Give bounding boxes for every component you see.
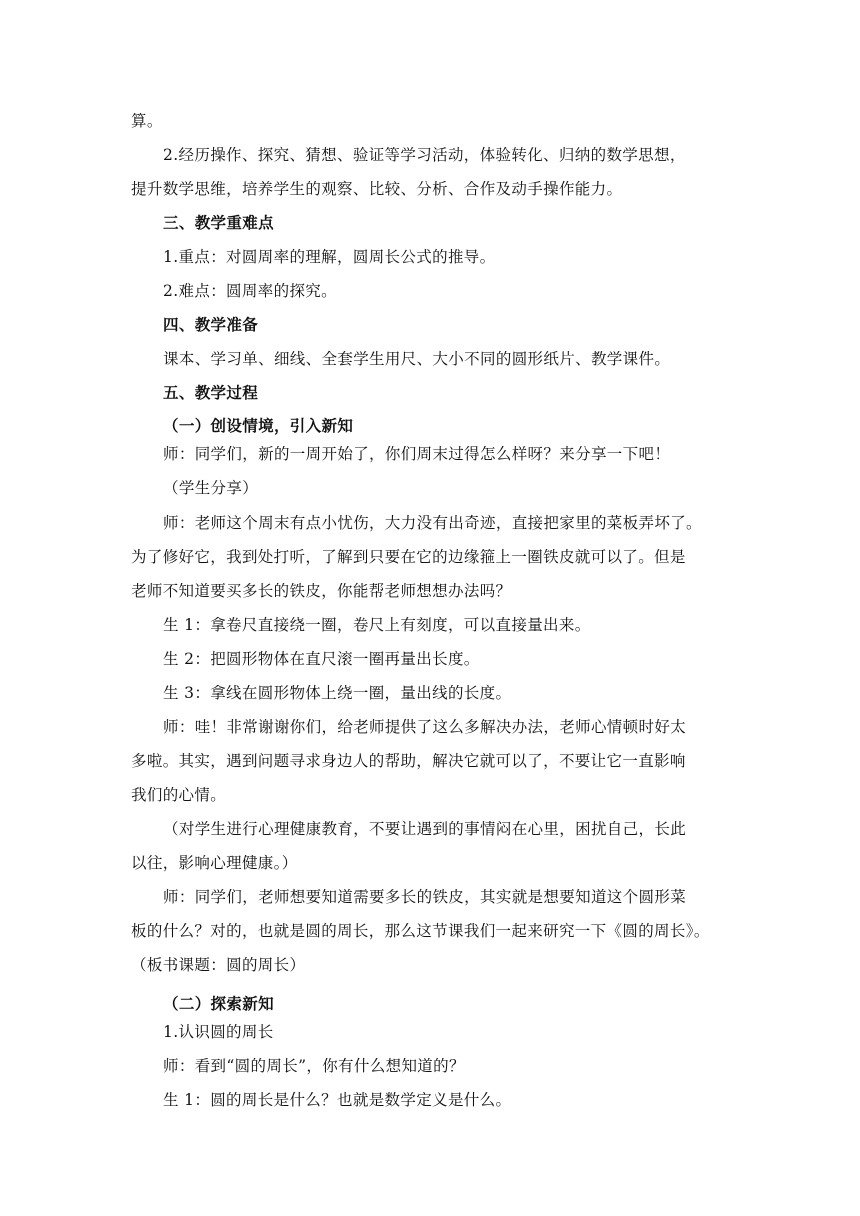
text-line: 生 1：拿卷尺直接绕一圈，卷尺上有刻度，可以直接量出来。	[163, 616, 591, 634]
subsection-heading: （一）创设情境，引入新知	[163, 416, 354, 435]
text-line: 生 3：拿线在圆形物体上绕一圈，量出线的长度。	[163, 684, 512, 702]
text-line: （学生分享）	[163, 479, 259, 497]
text-line: （对学生进行心理健康教育，不要让遇到的事情闷在心里，困扰自己，长此	[163, 820, 687, 838]
text-line: 多啦。其实，遇到问题寻求身边人的帮助，解决它就可以了，不要让它一直影响	[131, 752, 686, 770]
text-line: 师：看到“圆的周长”，你有什么想知道的？	[163, 1057, 465, 1075]
text-line: 师：同学们，老师想要知道需要多长的铁皮，其实就是想要知道这个圆形菜	[163, 888, 687, 906]
text-line: 1.重点：对圆周率的理解，圆周长公式的推导。	[163, 248, 496, 266]
text-line: 老师不知道要买多长的铁皮，你能帮老师想想办法吗？	[131, 582, 512, 600]
text-line: 以往，影响心理健康。）	[131, 854, 298, 872]
text-line: 为了修好它，我到处打听，了解到只要在它的边缘箍上一圈铁皮就可以了。但是	[131, 548, 686, 566]
text-line: 2.经历操作、探究、猜想、验证等学习活动，体验转化、归纳的数学思想，	[163, 146, 686, 164]
text-line: （板书课题：圆的周长）	[131, 956, 306, 974]
text-line: 板的什么？对的，也就是圆的周长，那么这节课我们一起来研究一下《圆的周长》。	[131, 922, 710, 940]
text-line: 生 2：把圆形物体在直尺滚一圈再量出长度。	[163, 650, 480, 668]
section-heading: 五、教学过程	[163, 383, 259, 402]
subsection-heading: （二）探索新知	[163, 994, 274, 1013]
text-line: 师：哇！非常谢谢你们，给老师提供了这么多解决办法，老师心情顿时好太	[163, 718, 687, 736]
text-line: 提升数学思维，培养学生的观察、比较、分析、合作及动手操作能力。	[131, 180, 623, 198]
text-line: 2.难点：圆周率的探究。	[163, 282, 337, 300]
text-line: 算。	[131, 112, 163, 130]
text-line: 课本、学习单、细线、全套学生用尺、大小不同的圆形纸片、教学课件。	[163, 350, 671, 368]
text-line: 师：同学们，新的一周开始了，你们周末过得怎么样呀？来分享一下吧！	[163, 445, 671, 463]
text-line: 1.认识圆的周长	[163, 1023, 274, 1041]
text-line: 生 1：圆的周长是什么？也就是数学定义是什么。	[163, 1091, 512, 1109]
text-line: 我们的心情。	[131, 786, 227, 804]
text-line: 师：老师这个周末有点小忧伤，大力没有出奇迹，直接把家里的菜板弄坏了。	[163, 514, 702, 532]
section-heading: 三、教学重难点	[163, 213, 274, 232]
section-heading: 四、教学准备	[163, 315, 259, 334]
